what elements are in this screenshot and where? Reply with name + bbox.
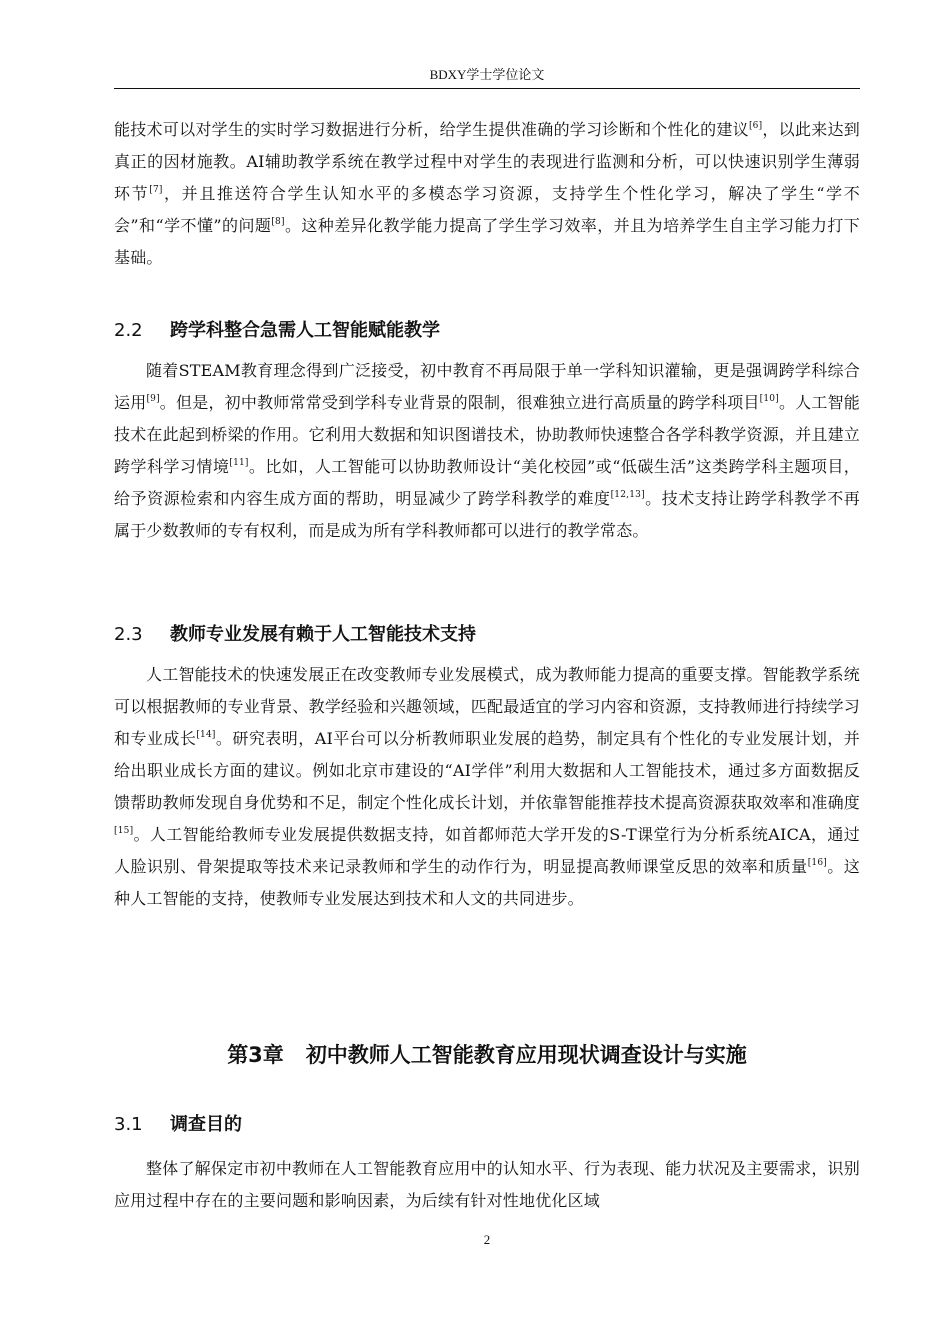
citation: [15] <box>114 826 134 836</box>
chapter-title: 初中教师人工智能教育应用现状调查设计与实施 <box>305 1043 747 1067</box>
text: 人工智能技术的快速发展正在改变教师专业发展模式，成为教师能力提高的重要支撑。智能教学系统可以根据教师的专业背景、教学经验和兴趣领域，匹配最适宜的学习内容和资源，支持教师进行持续学习和专业成长 <box>114 665 860 748</box>
text: ，以此来达到真正的因材施教。AI辅助教学系统在教学过程中对学生的表现进行监测和分析，可以快速识别学生薄弱环节 <box>114 120 860 203</box>
section-heading-2-2 <box>114 318 440 344</box>
chapter-heading <box>114 1040 860 1070</box>
section-heading-2-3 <box>114 622 476 648</box>
citation: [14] <box>196 730 216 740</box>
text: 。研究表明，AI平台可以分析教师职业发展的趋势，制定具有个性化的专业发展计划，并给出职业成长方面的建议。例如北京市建设的“AI学伴”利用大数据和人工智能技术，通过多方面数据反馈帮助教师发现自身优势和不足，制定个性化成长计划，并依靠智能推荐技术提高资源获取效率和准确度 <box>114 729 860 812</box>
text: 。但是，初中教师常常受到学科专业背景的限制，很难独立进行高质量的跨学科项目 <box>159 393 760 412</box>
citation: [11] <box>229 458 249 468</box>
paragraph-2-2 <box>114 355 860 547</box>
section-number: 2.2 <box>114 320 143 341</box>
text: 。这种人工智能的支持，使教师专业发展达到技术和人文的共同进步。 <box>114 857 861 908</box>
citation: [8] <box>271 217 285 227</box>
section-heading-3-1 <box>114 1112 242 1138</box>
section-number: 3.1 <box>114 1114 143 1135</box>
citation: [16] <box>807 858 827 868</box>
text: 。技术支持让跨学科教学不再属于少数教师的专有权利，而是成为所有学科教师都可以进行的教学常态。 <box>114 489 860 540</box>
section-title: 跨学科整合急需人工智能赋能教学 <box>170 320 440 341</box>
running-header: BDXY学士学位论文 <box>429 67 545 82</box>
paragraph-2-3 <box>114 659 860 915</box>
citation: [7] <box>149 185 163 195</box>
citation: [6] <box>748 121 763 131</box>
text: 随着STEAM教育理念得到广泛接受，初中教育不再局限于单一学科知识灌输，更是强调跨学科综合运用 <box>114 361 860 412</box>
citation: [10] <box>759 394 779 404</box>
citation: [12,13] <box>610 490 645 500</box>
section-title: 调查目的 <box>170 1114 242 1135</box>
section-number: 2.3 <box>114 624 143 645</box>
text: 。人工智能给教师专业发展提供数据支持，如首都师范大学开发的S-T课堂行为分析系统AICA，通过人脸识别、骨架提取等技术来记录教师和学生的动作行为，明显提高教师课堂反思的效率和质量 <box>114 825 860 876</box>
chapter-number: 第3章 <box>227 1043 284 1067</box>
page-number: 2 <box>483 1232 491 1247</box>
text: 能技术可以对学生的实时学习数据进行分析，给学生提供准确的学习诊断和个性化的建议 <box>114 120 749 139</box>
text: 。人工智能技术在此起到桥梁的作用。它利用大数据和知识图谱技术，协助教师快速整合各学科教学资源，并且建立跨学科学习情境 <box>114 393 860 476</box>
text: 。这种差异化教学能力提高了学生学习效率，并且为培养学生自主学习能力打下基础。 <box>114 216 860 267</box>
text: ，并且推送符合学生认知水平的多模态学习资源，支持学生个性化学习，解决了学生“学不会”和“学不懂”的问题 <box>114 184 860 235</box>
paragraph-continuation <box>114 114 860 274</box>
section-title: 教师专业发展有赖于人工智能技术支持 <box>170 624 476 645</box>
citation: [9] <box>146 394 160 404</box>
header-rule <box>114 88 860 89</box>
text: 。比如，人工智能可以协助教师设计“美化校园”或“低碳生活”这类跨学科主题项目，给予资源检索和内容生成方面的帮助，明显减少了跨学科教学的难度 <box>114 457 860 508</box>
text: 整体了解保定市初中教师在人工智能教育应用中的认知水平、行为表现、能力状况及主要需求，识别应用过程中存在的主要问题和影响因素，为后续有针对性地优化区域 <box>114 1159 860 1210</box>
paragraph-3-1 <box>114 1153 860 1217</box>
